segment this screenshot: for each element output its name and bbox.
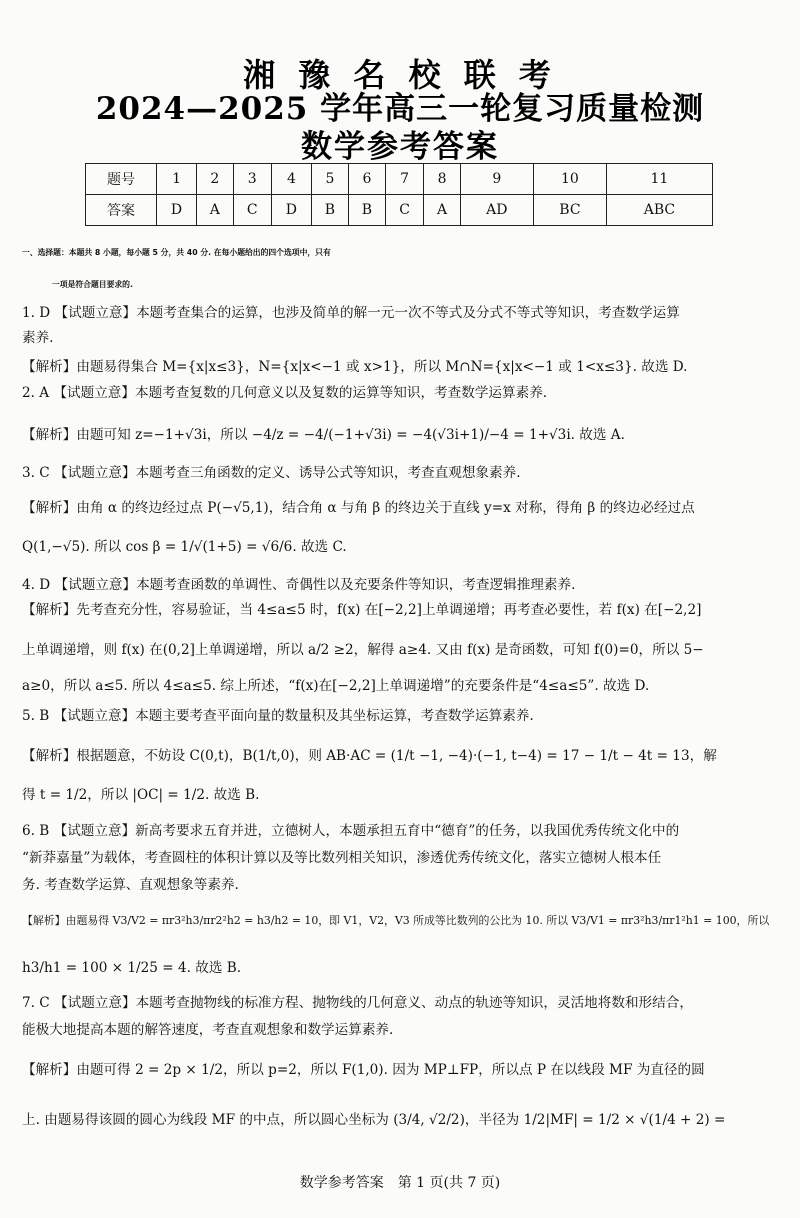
q-answer: ABC: [606, 195, 712, 226]
q-answer: B: [311, 195, 348, 226]
q-answer: D: [271, 195, 311, 226]
exam-org-title: 湘 豫 名 校 联 考: [243, 56, 557, 94]
q-answer: C: [233, 195, 271, 226]
q-number: 7: [385, 164, 423, 195]
q-number: 11: [606, 164, 712, 195]
item-5-solution: 【解析】根据题意，不妨设 C(0,t)，B(1/t,0)，则 AB·AC = (1/t −1, −4)·(−1, t−4) = 17 − 1/t − 4t = 13，解: [22, 748, 717, 764]
item-7-solution-cont: 上. 由题易得该圆的圆心为线段 MF 的中点，所以圆心坐标为 (3/4, √2/2)，半径为 1/2|MF| = 1/2 × √(1/4 + 2) =: [22, 1112, 726, 1128]
item-7-intent-cont: 能极大地提高本题的解答速度，考查直观想象和数学运算素养.: [22, 1022, 394, 1038]
item-3-solution-cont: Q(1,−√5). 所以 cos β = 1/√(1+5) = √6/6. 故选 C.: [22, 539, 347, 555]
row-label-answer: 答案: [86, 195, 157, 226]
q-number: 3: [233, 164, 271, 195]
q-number: 2: [197, 164, 233, 195]
item-4-solution-cont: 上单调递增，则 f(x) 在(0,2]上单调递增，所以 a/2 ≥2，解得 a≥4. 又由 f(x) 是奇函数，可知 f(0)=0，所以 5−: [22, 642, 704, 658]
item-3-intent: 3. C 【试题立意】本题考查三角函数的定义、诱导公式等知识，考查直观想象素养.: [22, 465, 521, 481]
item-3-solution: 【解析】由角 α 的终边经过点 P(−√5,1)，结合角 α 与角 β 的终边关于直线 y=x 对称，得角 β 的终边必经过点: [22, 500, 695, 516]
exam-name-title: 2024—2025 学年高三一轮复习质量检测: [95, 91, 705, 127]
item-7-intent: 7. C 【试题立意】本题考查抛物线的标准方程、抛物线的几何意义、动点的轨迹等知识，灵活地将数和形结合，: [22, 995, 693, 1011]
q-answer: D: [157, 195, 197, 226]
item-4-intent: 4. D 【试题立意】本题考查函数的单调性、奇偶性以及充要条件等知识，考查逻辑推理素养.: [22, 577, 576, 593]
page-footer: 数学参考答案 第 1 页(共 7 页): [299, 1175, 501, 1191]
item-2-intent: 2. A 【试题立意】本题考查复数的几何意义以及复数的运算等知识，考查数学运算素养.: [22, 385, 548, 401]
q-number: 4: [271, 164, 311, 195]
item-6-intent: 6. B 【试题立意】新高考要求五育并进，立德树人，本题承担五育中“德育”的任务，以我国优秀传统文化中的: [22, 823, 680, 839]
item-5-solution-cont: 得 t = 1/2，所以 |OC| = 1/2. 故选 B.: [22, 787, 260, 803]
item-1-intent: 1. D 【试题立意】本题考查集合的运算，也涉及简单的解一元一次不等式及分式不等式等知识，考查数学运算: [22, 305, 680, 321]
item-1-solution: 【解析】由题易得集合 M={x|x≤3}，N={x|x<−1 或 x>1}，所以 M∩N={x|x<−1 或 1<x≤3}. 故选 D.: [22, 359, 688, 375]
item-6-solution: 【解析】由题易得 V3/V2 = πr3²h3/πr2²h2 = h3/h2 = 10，即 V1，V2，V3 所成等比数列的公比为 10. 所以 V3/V1 = πr3²h3/πr1²h1 = 100，所以: [22, 914, 770, 927]
answer-table-answer-row: [86, 195, 713, 226]
answer-table: [85, 163, 713, 226]
q-answer: C: [385, 195, 423, 226]
q-number: 1: [157, 164, 197, 195]
q-answer: AD: [460, 195, 533, 226]
item-4-solution: 【解析】先考查充分性，容易验证，当 4≤a≤5 时，f(x) 在[−2,2]上单调递增；再考查必要性，若 f(x) 在[−2,2]: [22, 602, 702, 618]
section-heading-cont: 一项是符合题目要求的.: [52, 280, 133, 289]
item-6-solution-cont: h3/h1 = 100 × 1/25 = 4. 故选 B.: [22, 960, 242, 976]
item-6-intent-cont: “新莽嘉量”为载体，考查圆柱的体积计算以及等比数列相关知识，渗透优秀传统文化，落实立德树人根本任: [22, 850, 662, 866]
item-7-solution: 【解析】由题可得 2 = 2p × 1/2，所以 p=2，所以 F(1,0). 因为 MP⊥FP，所以点 P 在以线段 MF 为直径的圆: [22, 1062, 705, 1078]
q-number: 10: [533, 164, 606, 195]
section-heading: 一、选择题：本题共 8 小题，每小题 5 分，共 40 分. 在每小题给出的四个选项中，只有: [22, 248, 331, 257]
answer-table-number-row: [86, 164, 713, 195]
q-number: 5: [311, 164, 348, 195]
q-answer: B: [348, 195, 385, 226]
q-number: 8: [424, 164, 460, 195]
item-2-solution: 【解析】由题可知 z=−1+√3i，所以 −4/z = −4/(−1+√3i) = −4(√3i+1)/−4 = 1+√3i. 故选 A.: [22, 427, 625, 443]
item-5-intent: 5. B 【试题立意】本题主要考查平面向量的数量积及其坐标运算，考查数学运算素养.: [22, 708, 534, 724]
item-6-intent-cont2: 务. 考查数学运算、直观想象等素养.: [22, 877, 239, 893]
q-answer: A: [424, 195, 460, 226]
q-number: 9: [460, 164, 533, 195]
row-label-number: 题号: [86, 164, 157, 195]
q-number: 6: [348, 164, 385, 195]
item-4-solution-cont2: a≥0，所以 a≤5. 所以 4≤a≤5. 综上所述，“f(x)在[−2,2]上单调递增”的充要条件是“4≤a≤5”. 故选 D.: [22, 678, 650, 694]
item-1-intent-cont: 素养.: [22, 330, 54, 346]
q-answer: BC: [533, 195, 606, 226]
document-title: 数学参考答案: [301, 129, 499, 165]
q-answer: A: [197, 195, 233, 226]
